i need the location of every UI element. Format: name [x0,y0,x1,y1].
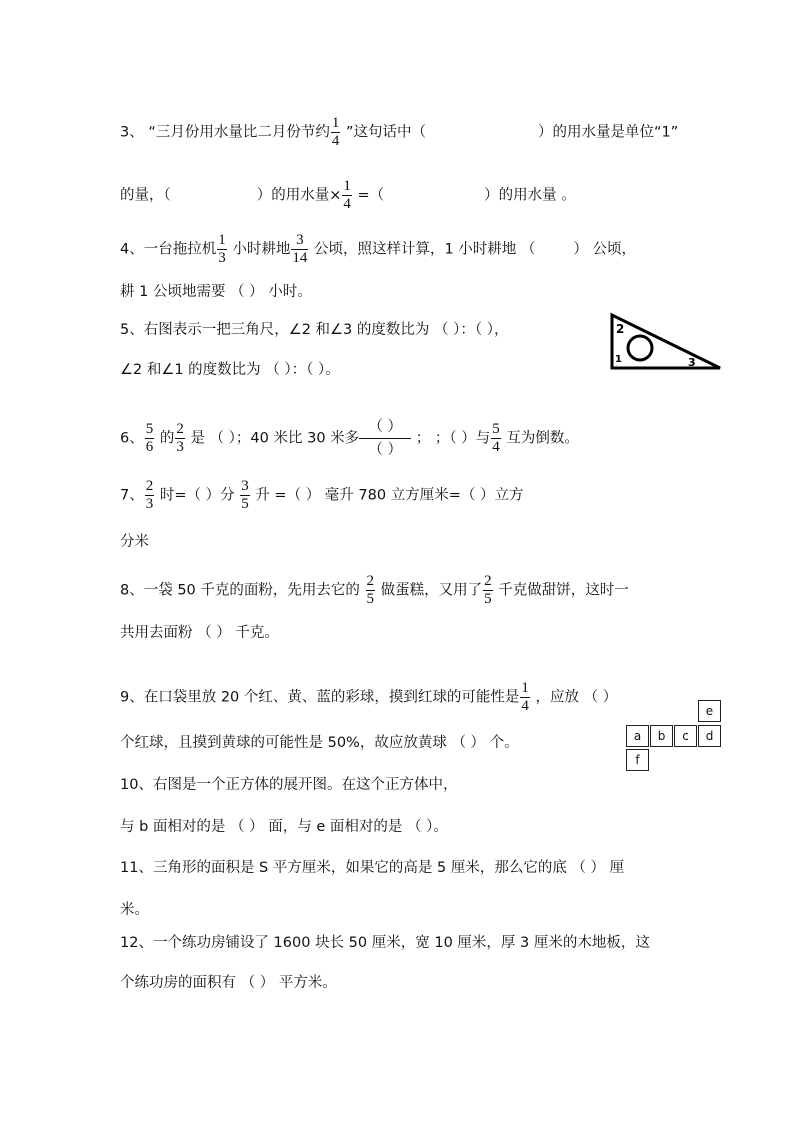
question-4-line-1 [120,232,636,267]
question-8-text: 千克做甜饼，这时一 [493,582,629,599]
question-6-text: 6、 [120,430,144,447]
question-4-text: 4、一台拖拉机 [120,241,217,258]
question-7-text: 升 =（ ） 毫升 780 立方厘米=（ ）立方 [250,487,524,504]
question-3-line-2 [120,178,576,213]
question-10-line-1: 10、右图是一个正方体的展开图。在这个正方体中， [120,777,458,793]
question-3-text: ）的用水量× [256,187,342,204]
cube-face-f: f [626,749,649,771]
question-12-line-1: 12、一个练功房铺设了 1600 块长 50 厘米，宽 10 厘米，厚 3 厘米的木地板，这 [120,935,650,951]
question-5-line-1: 5、右图表示一把三角尺，∠2 和∠3 的度数比为 （ ）：（ ）， [120,322,509,338]
cube-face-d: d [698,725,721,747]
question-6-text: 是 （ ）；40 米比 30 米多 [185,430,360,447]
question-9-line-2: 个红球，且摸到黄球的可能性是 50%，故应放黄球 （ ） 个。 [120,735,519,751]
set-square-figure [608,312,724,372]
question-8-text: 8、一袋 50 千克的面粉，先用去它的 [120,582,365,599]
question-3-text: ”这句话中（ [341,124,426,141]
fraction-three-fifths: $\frac{3}{5}$ [241,478,249,512]
fraction-one-third: $\frac{1}{3}$ [218,232,226,266]
question-3-text: 3、 “三月份用水量比二月份节约 [120,124,330,141]
question-6-line [120,416,579,461]
fraction-one-quarter: $\frac{1}{4}$ [521,680,529,714]
question-4-text: 公顷，照这样计算，1 小时耕地 （ [309,241,536,258]
fraction-answer-blank[interactable]: （ ） （ ） [359,416,411,461]
fraction-two-fifths: $\frac{2}{5}$ [366,573,375,607]
cube-face-e: e [698,700,721,722]
cube-face-b: b [650,725,673,747]
question-11-line-1: 11、三角形的面积是 S 平方厘米，如果它的高是 5 厘米，那么它的底 （ ） 厘 [120,860,625,876]
angle-3-label: 3 [688,356,696,369]
question-7-line-2: 分米 [120,534,149,550]
question-3-line-1 [120,115,678,150]
angle-2-label: 2 [616,322,625,336]
question-5-line-2: ∠2 和∠1 的度数比为 （ ）：（ ）。 [120,362,340,378]
question-9-text: ，应放 （ ） [530,689,618,706]
fraction-two-thirds: $\frac{2}{3}$ [176,421,184,455]
question-3-text: =（ [352,187,385,204]
question-9-text: 9、在口袋里放 20 个红、黄、蓝的彩球，摸到红球的可能性是 [120,689,520,706]
fraction-one-quarter: $\frac{1}{4}$ [343,178,351,212]
question-10-line-2: 与 b 面相对的是 （ ） 面，与 e 面相对的是 （ ）。 [120,819,448,835]
question-3-text: 的量，（ [120,187,171,204]
question-8-line-2: 共用去面粉 （ ） 千克。 [120,625,279,641]
question-4-line-2: 耕 1 公顷地需要 （ ） 小时。 [120,284,312,300]
question-6-text: 的 [155,430,175,447]
question-11-line-2: 米。 [120,902,149,918]
fraction-two-thirds: $\frac{2}{3}$ [145,478,154,512]
question-8-line-1 [120,573,629,608]
question-12-line-2: 个练功房的面积有 （ ） 平方米。 [120,975,337,991]
fraction-five-quarters: $\frac{5}{4}$ [492,421,500,455]
cube-face-a: a [626,725,649,747]
cube-face-c: c [674,725,697,747]
question-9-line-1 [120,680,617,715]
question-8-text: 做蛋糕，又用了 [376,582,483,599]
question-3-text: ）的用水量 。 [484,187,576,204]
question-4-text: 小时耕地 [227,241,291,258]
question-4-text: ） 公顷， [573,241,637,258]
fraction-two-fifths: $\frac{2}{5}$ [484,573,492,607]
question-6-text: ； ；（ ）与 [411,430,491,447]
fraction-one-quarter: $\frac{1}{4}$ [331,115,340,149]
angle-1-label: 1 [615,354,622,365]
question-3-text: ）的用水量是单位“1” [537,124,679,141]
question-7-text: 时=（ ）分 [155,487,240,504]
question-7-text: 7、 [120,487,144,504]
question-6-text: 互为倒数。 [501,430,579,447]
fraction-five-sixths: $\frac{5}{6}$ [145,421,154,455]
question-7-line-1 [120,478,523,513]
fraction-three-fourteenths: $\frac{3}{14}$ [292,232,308,266]
